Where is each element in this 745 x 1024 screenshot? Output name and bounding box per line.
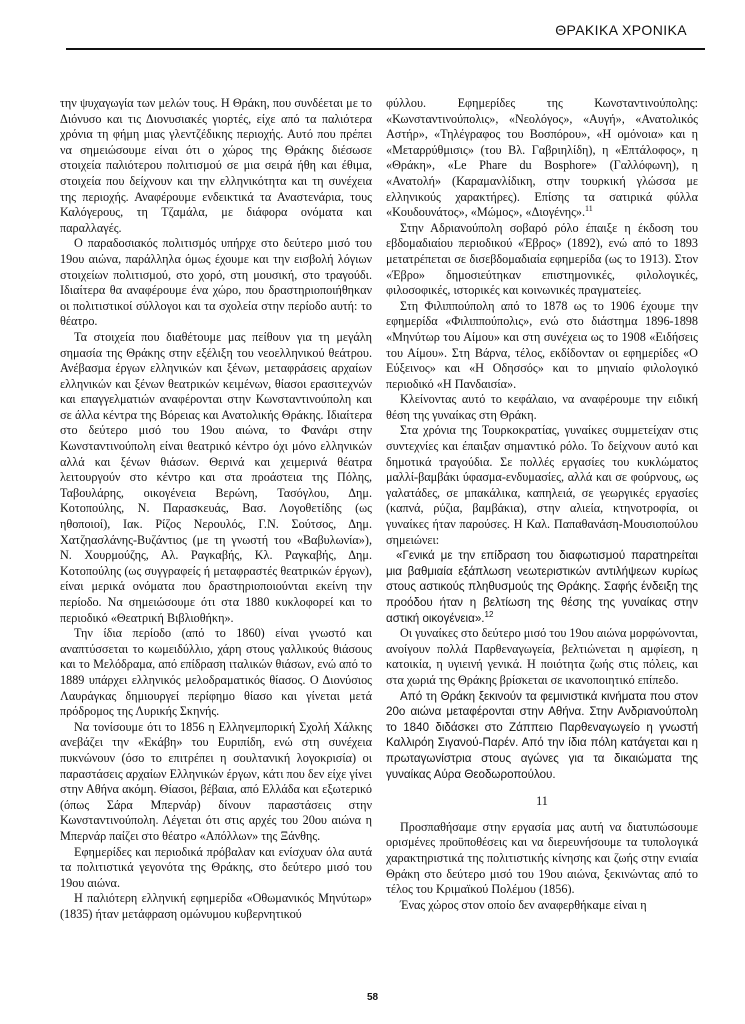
paragraph: Τα στοιχεία που διαθέτουμε μας πείθουν για τη μεγάλη σημασία της Θράκης στην εξέλιξη του νεοελληνικού θεάτρου. Ανέβασμα έργων ελληνικών και ξένων, μεταφράσεις αρχαίων ελληνικών και ξένων θεατρικών κειμένων, θίασοι ερασιτεχνών και επαγγελματιών αναφέρονται στην Κωνσταντινούπολη και σε άλλα κέντρα της Βόρειας και Ανατολικής Θράκης. Ιδιαίτερα στο δεύτερο μισό του 19ου αιώνα, το Φανάρι στην Κωνσταντινούπολη είναι θεατρικό κέντρο όχι μόνο ελληνικών αλλά και ξένων θιάσων. Θερινά και χειμερινά θέατρα λειτουργούν στο κέντρο και στα προάστεια της Πόλης, Ταβουλάρης, οικογένεια Βερώνη, Τασόγλου, Δημ. Κοτοπούλης, Ν. Παρασκευάς, Βασ. Λογοθετίδης (ως ηθοποιοί), Ιακ. Ρίζος Νερουλός, Γ.Ν. Σούτσος, Δημ. Χατζηασλάνης-Βυζάντιος (με τη γνωστή του «Βαβυλωνία»), Ν. Χουρμούζης, Αλ. Ραγκαβής, Κλ. Ραγκαβής, Δημ. Κοτοπούλης (ως συγγραφείς ή μεταφραστές θεατρικών έργων), είναι μερικά ονόματα που δραστηριοποιούνται εκείνη την περίοδο. Να σημειώσουμε ότι στα 1880 κυκλοφορεί και το περιοδικό «Θεατρική Βιβλιοθήκη». bbox=[60, 329, 372, 625]
paragraph: Να τονίσουμε ότι το 1856 η Ελληνεμπορική Σχολή Χάλκης ανεβάζει την «Εκάβη» του Ευριπίδη, ενώ στη συνέχεια πυκνώνουν (όσο το επιτρέπει η σουλτανική λογοκρισία) οι παραστάσεις αρχαίων Ελληνικών έργων, κάτι που δεν είχε γίνει στην Αθήνα ακόμη. Θίασοι, βέβαια, από Ελλάδα και εξωτερικό (όπως Σάρα Μπερνάρ) δίνουν παραστάσεις στην Κωνσταντινούπολη. Λέγεται ότι στις αρχές του 20ου αιώνα η Μπερνάρ παίζει στο θέατρο «Απόλλων» της Ξάνθης. bbox=[60, 719, 372, 843]
paragraph: Στα χρόνια της Τουρκοκρατίας, γυναίκες συμμετείχαν στις συντεχνίες και έπαιξαν σημαντικό ρόλο. Το δείχνουν αυτό και δημοτικά τραγούδια. Σε πολλές εργασίες του κυκλώματος μαλλί-βαμβάκι ύφασμα-ενδυμασίες, αλλά και σε φούρνους, ως γαλατάδες, σε μπακάλικα, καπηλειά, σε γεωργικές εργασίες (καπνά, ρύζια, βαμβάκια), στην αλιεία, κτηνοτροφία, οι γυναίκες ήταν παρούσες. Η Καλ. Παπαθανάση-Μουσιοπούλου σημειώνει: bbox=[386, 423, 698, 547]
paragraph: Στην Αδριανούπολη σοβαρό ρόλο έπαιξε η έκδοση του εβδομαδιαίου περιοδικού «Έβρος» (1892), ενώ από το 1893 μετατρέπεται σε δισεβδομαδιαία εφημερίδα (ως το 1913). Στον «Έβρο» δημοσιεύτηκαν επιστημονικές, φιλολογικές, φιλοσοφικές, ιστορικές και κοινωνικές πραγματείες. bbox=[386, 220, 698, 298]
paragraph: Προσπαθήσαμε στην εργασία μας αυτή να διατυπώσουμε ορισμένες προϋποθέσεις και να διερευνήσουμε τα τυπολογικά χαρακτηριστικά της πολιτιστικής κίνησης και ζωής στην ενιαία Θράκη στο δεύτερο μισό του 19ου αιώνα, ξεκινώντας από το τέλος του Κριμαϊκού Πολέμου (1856). bbox=[386, 819, 698, 897]
paragraph: Η παλιότερη ελληνική εφημερίδα «Οθωμανικός Μηνύτωρ» (1835) ήταν μετάφραση ομώνυμου κυβερνητικού bbox=[60, 891, 372, 921]
paragraph: Εφημερίδες και περιοδικά πρόβαλαν και ενίσχυαν όλα αυτά τα πολιτιστικά γεγονότα της Θράκης, στο δεύτερο μισό του 19ου αιώνα. bbox=[60, 844, 372, 890]
footnote-marker: 12 bbox=[484, 609, 494, 619]
footnote-marker: 11 bbox=[585, 204, 593, 214]
paragraph: την ψυχαγωγία των μελών τους. Η Θράκη, που συνδέεται με το Διόνυσο και τις Διονυσιακές γιορτές, είχε από τα παλιότερα χρόνια τη φήμη μιας γλεντζέδικης περιοχής. Αυτό που πρέπει να σημειώσουμε είναι ότι ο χώρος της Θράκης διέσωσε στοιχεία παλιότερου πολιτισμού σε μια σειρά ήθη και έθιμα, στοιχεία που δείχνουν και την ελληνικότητα και τη συνέχεια της περιοχής. Αναφέρουμε ενδεικτικά τα Αναστενάρια, τους Καλόγερους, τη Τζαμάλα, με διάφορα ονόματα και παραλλαγές. bbox=[60, 96, 372, 235]
left-column bbox=[60, 96, 372, 922]
paragraph: Ένας χώρος στον οποίο δεν αναφερθήκαμε είναι η bbox=[400, 897, 647, 912]
paragraph: Στη Φιλιππούπολη από το 1878 ως το 1906 έχουμε την εφημερίδα «Φιλιππούπολις», ενώ στο διάστημα 1896-1898 «Μηνύτωρ του Αίμου» και στη συνέχεια ως το 1908 «Ειδήσεις του Αίμου». Στη Βάρνα, τέλος, εκδίδονταν οι εφημερίδες «Ο Εύξεινος» και «Η Οδησσός» και το μηνιαίο φιλολογικό περιοδικό «Η Πανδαισία». bbox=[386, 298, 698, 391]
section-number: 11 bbox=[536, 794, 548, 809]
paragraph: Κλείνοντας αυτό το κεφάλαιο, να αναφέρουμε την ειδική θέση της γυναίκας στη Θράκη. bbox=[386, 392, 698, 422]
right-column bbox=[386, 96, 698, 913]
paragraph: Οι γυναίκες στο δεύτερο μισό του 19ου αιώνα μορφώνονται, ανοίγουν πολλά Παρθεναγωγεία, βελτιώνεται η αμφίεση, η κατοικία, η υγιεινή γενικά. Η ποιότητα ζωής στις πόλεις, και στα χωριά της Θράκης βρίσκεται σε ικανοποιητικό επίπεδο. bbox=[386, 626, 698, 687]
running-header bbox=[0, 22, 745, 52]
journal-title: ΘΡΑΚΙΚΑ ΧΡΟΝΙΚΑ bbox=[555, 22, 687, 38]
header-rule bbox=[66, 48, 705, 50]
paragraph: Την ίδια περίοδο (από το 1860) είναι γνωστό και αναπτύσσεται το κωμειδύλλιο, χάρη στους γαλλικούς θιάσους και το Μελόδραμα, από επίδραση ιταλικών θιάσων, ενώ από το 1889 υπάρχει ελληνικός μελοδραματικός θίασος. Ο Διονύσιος Λαυράγκας δημιουργεί περίφημο θίασο και γίνεται μετά πρόδρομος της Λυρικής Σκηνής. bbox=[60, 626, 372, 719]
paragraph bbox=[386, 96, 698, 221]
quotation bbox=[386, 548, 698, 626]
paragraph: Ο παραδοσιακός πολιτισμός υπήρχε στο δεύτερο μισό του 19ου αιώνα, παράλληλα όμως έχουμε και την εισβολή λόγιων στοιχείων πολιτισμού, στο χορό, στη μουσική, στο τραγούδι. Ιδιαίτερα θα αναφέρουμε ένα χώρο, που δραστηριοποιήθηκαν οι πολιτιστικοί σύλλογοι και τα σχολεία στην περίοδο αυτή: το θέατρο. bbox=[60, 236, 372, 329]
paragraph-text: φύλλου. Εφημερίδες της Κωνσταντινούπολης: «Κωνσταντινούπολις», «Νεολόγος», «Αυγή», «Ανατολικός Αστήρ», «Τηλέγραφος του Βοσπόρου», «Η ομόνοια» και η «Μεταρρύθμισις» (του Βλ. Γαβριηλίδη), η «Επτάλοφος», η «Θράκη», «Le Phare du Bosphore» (Γαλλόφωνη), η «Ανατολή» (Καραμανλίδικη, στην τουρκική γλώσσα με ελληνικούς χαρακτήρες). Επίσης τα σατιρικά φύλλα «Κουδουνάτος», «Μώμος», «Διογένης». bbox=[386, 96, 698, 220]
paragraph: Από τη Θράκη ξεκινούν τα φεμινιστικά κινήματα που στον 20ο αιώνα μεταφέρονται στην Αθήνα. Στην Ανδριανούπολη το 1840 διδάσκει στο Ζάππειο Παρθεναγωγείο η γνωστή Καλλιρόη Σιγανού-Παρέν. Από την ίδια πόλη κατάγεται και η πρωταγωνίστρια στους αγώνες για τα δικαιώματα της γυναίκας Αύρα Θεοδωροπούλου. bbox=[386, 689, 698, 781]
quotation-text: «Γενικά με την επίδραση του διαφωτισμού παρατηρείται μια βαθμιαία εξάπλωση νεωτεριστικών αντιλήψεων κυρίως στους αστικούς πληθυσμούς της Θράκης. Σαφής ένδειξη της προόδου ήταν η βελτίωση της θέσης της γυναίκας στην αστική οικογένεια». bbox=[386, 549, 698, 625]
page-number: 58 bbox=[366, 992, 379, 1003]
